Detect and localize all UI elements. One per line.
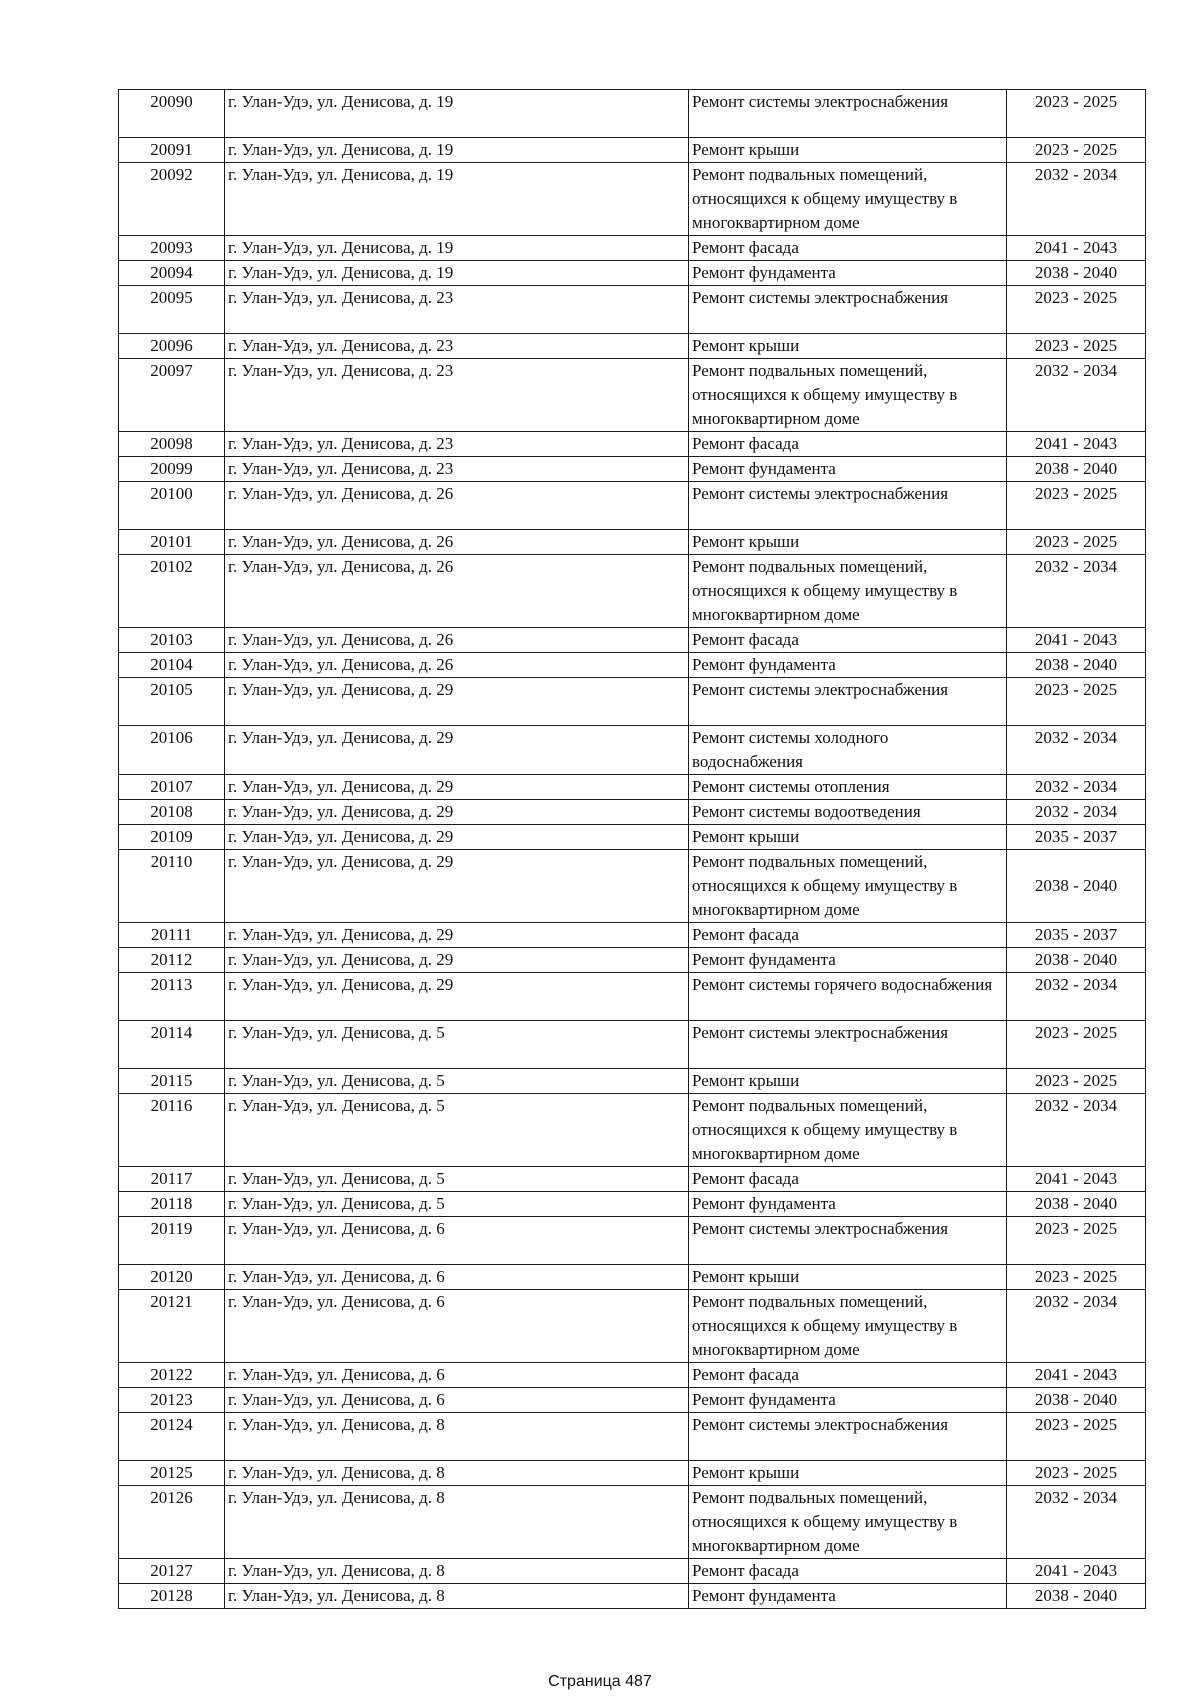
- row-address-cell: г. Улан-Удэ, ул. Денисова, д. 6: [225, 1388, 689, 1413]
- row-address-cell: г. Улан-Удэ, ул. Денисова, д. 23: [225, 359, 689, 432]
- table-row: [119, 825, 1146, 850]
- row-period-cell: 2032 - 2034: [1007, 775, 1146, 800]
- row-id-cell: 20121: [119, 1290, 225, 1363]
- row-id-cell: 20098: [119, 432, 225, 457]
- table-row: [119, 236, 1146, 261]
- row-period-cell: 2041 - 2043: [1007, 628, 1146, 653]
- row-address-cell: г. Улан-Удэ, ул. Денисова, д. 26: [225, 653, 689, 678]
- row-period-cell: 2032 - 2034: [1007, 1290, 1146, 1363]
- row-address-cell: г. Улан-Удэ, ул. Денисова, д. 29: [225, 850, 689, 923]
- row-work-type-cell: Ремонт подвальных помещений, относящихся к общему имуществу в многоквартирном доме: [689, 1094, 1007, 1167]
- row-id-cell: 20128: [119, 1584, 225, 1609]
- row-work-type-cell: Ремонт фасада: [689, 236, 1007, 261]
- table-row: [119, 1363, 1146, 1388]
- row-work-type-cell: Ремонт подвальных помещений, относящихся к общему имуществу в многоквартирном доме: [689, 1486, 1007, 1559]
- row-work-type-cell: Ремонт фундамента: [689, 261, 1007, 286]
- row-period-cell: 2023 - 2025: [1007, 1461, 1146, 1486]
- row-period-cell: 2023 - 2025: [1007, 138, 1146, 163]
- row-period-cell: 2041 - 2043: [1007, 1363, 1146, 1388]
- table-row: [119, 850, 1146, 923]
- row-id-cell: 20095: [119, 286, 225, 334]
- row-address-cell: г. Улан-Удэ, ул. Денисова, д. 19: [225, 90, 689, 138]
- row-address-cell: г. Улан-Удэ, ул. Денисова, д. 29: [225, 825, 689, 850]
- table-row: [119, 1021, 1146, 1069]
- table-row: [119, 138, 1146, 163]
- row-id-cell: 20120: [119, 1265, 225, 1290]
- row-id-cell: 20103: [119, 628, 225, 653]
- table-row: [119, 334, 1146, 359]
- row-work-type-cell: Ремонт фундамента: [689, 948, 1007, 973]
- table-row: [119, 1167, 1146, 1192]
- row-period-cell: 2032 - 2034: [1007, 555, 1146, 628]
- row-period-cell: 2032 - 2034: [1007, 359, 1146, 432]
- table-row: [119, 90, 1146, 138]
- table-row: [119, 653, 1146, 678]
- row-id-cell: 20094: [119, 261, 225, 286]
- table-row: [119, 1584, 1146, 1609]
- row-address-cell: г. Улан-Удэ, ул. Денисова, д. 6: [225, 1290, 689, 1363]
- row-id-cell: 20091: [119, 138, 225, 163]
- row-work-type-cell: Ремонт системы горячего водоснабжения: [689, 973, 1007, 1021]
- row-period-cell: 2023 - 2025: [1007, 482, 1146, 530]
- row-address-cell: г. Улан-Удэ, ул. Денисова, д. 6: [225, 1217, 689, 1265]
- row-work-type-cell: Ремонт фасада: [689, 1559, 1007, 1584]
- row-id-cell: 20100: [119, 482, 225, 530]
- row-work-type-cell: Ремонт фасада: [689, 1167, 1007, 1192]
- row-address-cell: г. Улан-Удэ, ул. Денисова, д. 29: [225, 678, 689, 726]
- row-id-cell: 20111: [119, 923, 225, 948]
- table-row: [119, 1413, 1146, 1461]
- row-period-cell: 2041 - 2043: [1007, 1559, 1146, 1584]
- row-period-cell: 2038 - 2040: [1007, 948, 1146, 973]
- row-id-cell: 20110: [119, 850, 225, 923]
- table-row: [119, 678, 1146, 726]
- row-address-cell: г. Улан-Удэ, ул. Денисова, д. 26: [225, 628, 689, 653]
- row-period-cell: 2038 - 2040: [1007, 1192, 1146, 1217]
- table-row: [119, 530, 1146, 555]
- table-row: [119, 948, 1146, 973]
- row-work-type-cell: Ремонт крыши: [689, 825, 1007, 850]
- row-id-cell: 20104: [119, 653, 225, 678]
- row-address-cell: г. Улан-Удэ, ул. Денисова, д. 29: [225, 923, 689, 948]
- row-period-cell: 2023 - 2025: [1007, 1021, 1146, 1069]
- row-work-type-cell: Ремонт фундамента: [689, 457, 1007, 482]
- row-work-type-cell: Ремонт системы электроснабжения: [689, 482, 1007, 530]
- row-work-type-cell: Ремонт крыши: [689, 138, 1007, 163]
- row-address-cell: г. Улан-Удэ, ул. Денисова, д. 6: [225, 1265, 689, 1290]
- row-period-cell: 2035 - 2037: [1007, 923, 1146, 948]
- row-id-cell: 20112: [119, 948, 225, 973]
- row-work-type-cell: Ремонт фасада: [689, 923, 1007, 948]
- row-id-cell: 20118: [119, 1192, 225, 1217]
- row-id-cell: 20102: [119, 555, 225, 628]
- row-address-cell: г. Улан-Удэ, ул. Денисова, д. 5: [225, 1021, 689, 1069]
- row-work-type-cell: Ремонт системы электроснабжения: [689, 678, 1007, 726]
- row-id-cell: 20117: [119, 1167, 225, 1192]
- table-row: [119, 286, 1146, 334]
- row-address-cell: г. Улан-Удэ, ул. Денисова, д. 23: [225, 457, 689, 482]
- row-address-cell: г. Улан-Удэ, ул. Денисова, д. 29: [225, 726, 689, 775]
- table-row: [119, 923, 1146, 948]
- row-work-type-cell: Ремонт системы электроснабжения: [689, 1021, 1007, 1069]
- row-work-type-cell: Ремонт крыши: [689, 1069, 1007, 1094]
- row-work-type-cell: Ремонт крыши: [689, 530, 1007, 555]
- row-id-cell: 20093: [119, 236, 225, 261]
- table-row: [119, 628, 1146, 653]
- row-period-cell: 2038 - 2040: [1007, 1388, 1146, 1413]
- row-period-cell: 2023 - 2025: [1007, 90, 1146, 138]
- register-table-body: [119, 90, 1146, 1609]
- row-id-cell: 20107: [119, 775, 225, 800]
- row-address-cell: г. Улан-Удэ, ул. Денисова, д. 5: [225, 1094, 689, 1167]
- row-period-cell: 2032 - 2034: [1007, 1094, 1146, 1167]
- table-row: [119, 1388, 1146, 1413]
- row-id-cell: 20109: [119, 825, 225, 850]
- row-id-cell: 20124: [119, 1413, 225, 1461]
- row-period-cell: 2023 - 2025: [1007, 1069, 1146, 1094]
- table-row: [119, 482, 1146, 530]
- row-period-cell: 2023 - 2025: [1007, 1217, 1146, 1265]
- row-address-cell: г. Улан-Удэ, ул. Денисова, д. 5: [225, 1192, 689, 1217]
- table-row: [119, 457, 1146, 482]
- table-row: [119, 432, 1146, 457]
- row-address-cell: г. Улан-Удэ, ул. Денисова, д. 8: [225, 1461, 689, 1486]
- row-address-cell: г. Улан-Удэ, ул. Денисова, д. 23: [225, 334, 689, 359]
- row-id-cell: 20108: [119, 800, 225, 825]
- row-id-cell: 20119: [119, 1217, 225, 1265]
- row-work-type-cell: Ремонт фасада: [689, 628, 1007, 653]
- table-row: [119, 800, 1146, 825]
- row-work-type-cell: Ремонт подвальных помещений, относящихся к общему имуществу в многоквартирном доме: [689, 555, 1007, 628]
- row-work-type-cell: Ремонт подвальных помещений, относящихся к общему имуществу в многоквартирном доме: [689, 850, 1007, 923]
- table-row: [119, 555, 1146, 628]
- row-id-cell: 20097: [119, 359, 225, 432]
- row-address-cell: г. Улан-Удэ, ул. Денисова, д. 8: [225, 1413, 689, 1461]
- row-work-type-cell: Ремонт системы холодного водоснабжения: [689, 726, 1007, 775]
- row-address-cell: г. Улан-Удэ, ул. Денисова, д. 19: [225, 163, 689, 236]
- row-id-cell: 20101: [119, 530, 225, 555]
- row-period-cell: 2023 - 2025: [1007, 1413, 1146, 1461]
- row-period-cell: 2038 - 2040: [1007, 653, 1146, 678]
- table-row: [119, 1217, 1146, 1265]
- row-address-cell: г. Улан-Удэ, ул. Денисова, д. 26: [225, 555, 689, 628]
- row-address-cell: г. Улан-Удэ, ул. Денисова, д. 29: [225, 973, 689, 1021]
- row-work-type-cell: Ремонт фасада: [689, 1363, 1007, 1388]
- row-period-cell: 2023 - 2025: [1007, 678, 1146, 726]
- row-work-type-cell: Ремонт фундамента: [689, 1388, 1007, 1413]
- row-work-type-cell: Ремонт системы водоотведения: [689, 800, 1007, 825]
- row-work-type-cell: Ремонт системы электроснабжения: [689, 90, 1007, 138]
- row-work-type-cell: Ремонт крыши: [689, 1461, 1007, 1486]
- row-id-cell: 20096: [119, 334, 225, 359]
- row-work-type-cell: Ремонт системы электроснабжения: [689, 1217, 1007, 1265]
- row-address-cell: г. Улан-Удэ, ул. Денисова, д. 26: [225, 530, 689, 555]
- table-row: [119, 1069, 1146, 1094]
- row-address-cell: г. Улан-Удэ, ул. Денисова, д. 29: [225, 800, 689, 825]
- row-period-cell: 2023 - 2025: [1007, 334, 1146, 359]
- row-period-cell: 2041 - 2043: [1007, 1167, 1146, 1192]
- row-id-cell: 20106: [119, 726, 225, 775]
- register-table: [118, 89, 1146, 1609]
- row-work-type-cell: Ремонт крыши: [689, 334, 1007, 359]
- row-address-cell: г. Улан-Удэ, ул. Денисова, д. 19: [225, 138, 689, 163]
- row-period-cell: 2032 - 2034: [1007, 973, 1146, 1021]
- row-address-cell: г. Улан-Удэ, ул. Денисова, д. 6: [225, 1363, 689, 1388]
- row-address-cell: г. Улан-Удэ, ул. Денисова, д. 5: [225, 1069, 689, 1094]
- row-address-cell: г. Улан-Удэ, ул. Денисова, д. 19: [225, 261, 689, 286]
- row-work-type-cell: Ремонт подвальных помещений, относящихся к общему имуществу в многоквартирном доме: [689, 163, 1007, 236]
- row-work-type-cell: Ремонт подвальных помещений, относящихся к общему имуществу в многоквартирном доме: [689, 359, 1007, 432]
- row-period-cell: 2038 - 2040: [1007, 850, 1146, 923]
- row-address-cell: г. Улан-Удэ, ул. Денисова, д. 29: [225, 948, 689, 973]
- row-period-cell: 2023 - 2025: [1007, 1265, 1146, 1290]
- row-id-cell: 20113: [119, 973, 225, 1021]
- row-address-cell: г. Улан-Удэ, ул. Денисова, д. 5: [225, 1167, 689, 1192]
- row-address-cell: г. Улан-Удэ, ул. Денисова, д. 8: [225, 1486, 689, 1559]
- table-row: [119, 261, 1146, 286]
- row-id-cell: 20090: [119, 90, 225, 138]
- table-row: [119, 1486, 1146, 1559]
- table-row: [119, 163, 1146, 236]
- row-work-type-cell: Ремонт фундамента: [689, 653, 1007, 678]
- row-address-cell: г. Улан-Удэ, ул. Денисова, д. 23: [225, 432, 689, 457]
- row-id-cell: 20114: [119, 1021, 225, 1069]
- table-row: [119, 1192, 1146, 1217]
- row-period-cell: 2041 - 2043: [1007, 236, 1146, 261]
- row-work-type-cell: Ремонт подвальных помещений, относящихся к общему имуществу в многоквартирном доме: [689, 1290, 1007, 1363]
- row-address-cell: г. Улан-Удэ, ул. Денисова, д. 8: [225, 1559, 689, 1584]
- table-row: [119, 726, 1146, 775]
- row-address-cell: г. Улан-Удэ, ул. Денисова, д. 29: [225, 775, 689, 800]
- row-work-type-cell: Ремонт системы отопления: [689, 775, 1007, 800]
- row-id-cell: 20115: [119, 1069, 225, 1094]
- row-period-cell: 2023 - 2025: [1007, 286, 1146, 334]
- row-work-type-cell: Ремонт крыши: [689, 1265, 1007, 1290]
- row-period-cell: 2032 - 2034: [1007, 1486, 1146, 1559]
- row-id-cell: 20122: [119, 1363, 225, 1388]
- table-row: [119, 1461, 1146, 1486]
- row-period-cell: 2038 - 2040: [1007, 261, 1146, 286]
- row-work-type-cell: Ремонт системы электроснабжения: [689, 1413, 1007, 1461]
- page-number: Страница 487: [548, 1673, 652, 1690]
- table-row: [119, 359, 1146, 432]
- row-address-cell: г. Улан-Удэ, ул. Денисова, д. 26: [225, 482, 689, 530]
- row-work-type-cell: Ремонт фундамента: [689, 1584, 1007, 1609]
- row-id-cell: 20123: [119, 1388, 225, 1413]
- row-period-cell: 2041 - 2043: [1007, 432, 1146, 457]
- row-id-cell: 20092: [119, 163, 225, 236]
- row-period-cell: 2023 - 2025: [1007, 530, 1146, 555]
- row-id-cell: 20125: [119, 1461, 225, 1486]
- row-period-cell: 2038 - 2040: [1007, 457, 1146, 482]
- row-address-cell: г. Улан-Удэ, ул. Денисова, д. 19: [225, 236, 689, 261]
- row-work-type-cell: Ремонт системы электроснабжения: [689, 286, 1007, 334]
- row-id-cell: 20127: [119, 1559, 225, 1584]
- row-id-cell: 20126: [119, 1486, 225, 1559]
- row-id-cell: 20099: [119, 457, 225, 482]
- row-period-cell: 2032 - 2034: [1007, 800, 1146, 825]
- row-id-cell: 20105: [119, 678, 225, 726]
- row-address-cell: г. Улан-Удэ, ул. Денисова, д. 23: [225, 286, 689, 334]
- row-period-cell: 2032 - 2034: [1007, 163, 1146, 236]
- table-row: [119, 973, 1146, 1021]
- row-period-cell: 2032 - 2034: [1007, 726, 1146, 775]
- row-work-type-cell: Ремонт фасада: [689, 432, 1007, 457]
- table-row: [119, 1559, 1146, 1584]
- table-row: [119, 775, 1146, 800]
- table-row: [119, 1290, 1146, 1363]
- row-address-cell: г. Улан-Удэ, ул. Денисова, д. 8: [225, 1584, 689, 1609]
- table-row: [119, 1094, 1146, 1167]
- table-row: [119, 1265, 1146, 1290]
- row-period-cell: 2038 - 2040: [1007, 1584, 1146, 1609]
- row-id-cell: 20116: [119, 1094, 225, 1167]
- row-period-cell: 2035 - 2037: [1007, 825, 1146, 850]
- row-work-type-cell: Ремонт фундамента: [689, 1192, 1007, 1217]
